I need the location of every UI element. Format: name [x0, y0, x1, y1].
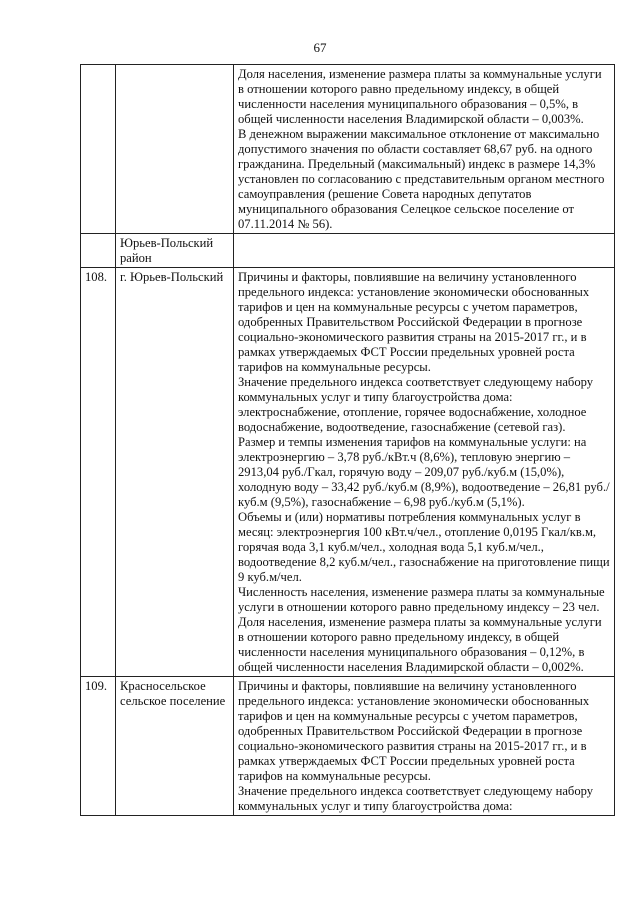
table-row: [81, 268, 615, 677]
description-cell: [234, 234, 615, 268]
row-number-cell: 108.: [81, 268, 116, 677]
description-paragraph: Доля населения, изменение размера платы за коммунальные услуги в отношении которого равно предельному индексу, в общей численности населения муниципального образования – 0,12%, в общей численности населения Владимирской области – 0,002%.: [238, 615, 602, 674]
description-cell: [234, 65, 615, 234]
index-table: [80, 64, 615, 816]
table-row: [81, 65, 615, 234]
description-paragraph: Доля населения, изменение размера платы за коммунальные услуги в отношении которого равно предельному индексу, в общей численности населения муниципального образования – 0,5%, в общей численности населения Владимирской области – 0,003%.: [238, 67, 602, 126]
page-number: 67: [313, 40, 327, 55]
municipality-name-cell: Красносельское сельское поселение: [116, 677, 234, 816]
table-row: [81, 234, 615, 268]
index-table-body: [81, 65, 615, 816]
description-paragraph: Значение предельного индекса соответствует следующему набору коммунальных услуг и типу благоустройства дома:: [238, 784, 594, 813]
municipality-name-cell: [116, 65, 234, 234]
description-paragraph: Причины и факторы, повлиявшие на величину установленного предельного индекса: установление экономически обоснованных тарифов и цен на коммунальные ресурсы с учетом параметров, одобренных Правительством Российской Федерации в прогнозе социально-экономического развития страны на 2015-2017 гг., и в рамках утверждаемых ФСТ России предельных уровней роста тарифов на коммунальные ресурсы.: [238, 270, 590, 374]
municipality-name-cell: г. Юрьев-Польский: [116, 268, 234, 677]
description-cell: [234, 677, 615, 816]
district-name-cell: Юрьев-Польский район: [116, 234, 234, 268]
description-cell: [234, 268, 615, 677]
description-paragraph: В денежном выражении максимальное отклонение от максимально допустимого значения по области составляет 68,67 руб. на одного гражданина. Предельный (максимальный) индекс в размере 14,3% установлен по согласованию с представительным органом местного самоуправления (решение Совета народных депутатов муниципального образования Селецкое сельское поселение от 07.11.2014 № 56).: [238, 127, 605, 231]
table-row: [81, 677, 615, 816]
description-paragraph: Численность населения, изменение размера платы за коммунальные услуги в отношении которого равно предельному индексу – 23 чел.: [238, 585, 605, 614]
description-paragraph: Значение предельного индекса соответствует следующему набору коммунальных услуг и типу благоустройства дома: электроснабжение, отопление, горячее водоснабжение, холодное водоснабжение, водоотведение, газоснабжение (сетевой газ).: [238, 375, 594, 434]
row-number-cell: [81, 234, 116, 268]
description-paragraph: Размер и темпы изменения тарифов на коммунальные услуги: на электроэнергию – 3,78 руб./кВт.ч (8,6%), тепловую энергию – 2913,04 руб./Гкал, горячую воду – 209,07 руб./куб.м (15,0%), холодную воду – 33,42 руб./куб.м (8,9%), водоотведение – 26,81 руб./куб.м (9,5%), газоснабжение – 6,98 руб./куб.м (5,1%).: [238, 435, 610, 509]
row-number-cell: [81, 65, 116, 234]
row-number-cell: 109.: [81, 677, 116, 816]
description-paragraph: Причины и факторы, повлиявшие на величину установленного предельного индекса: установление экономически обоснованных тарифов и цен на коммунальные ресурсы с учетом параметров, одобренных Правительством Российской Федерации в прогнозе социально-экономического развития страны на 2015-2017 гг., и в рамках утверждаемых ФСТ России предельных уровней роста тарифов на коммунальные ресурсы.: [238, 679, 590, 783]
description-paragraph: Объемы и (или) нормативы потребления коммунальных услуг в месяц: электроэнергия 100 кВт.ч/чел., отопление 0,0195 Гкал/кв.м, горячая вода 3,1 куб.м/чел., холодная вода 5,1 куб.м/чел., водоотведение 8,2 куб.м/чел., газоснабжение на приготовление пищи 9 куб.м/чел.: [238, 510, 610, 584]
